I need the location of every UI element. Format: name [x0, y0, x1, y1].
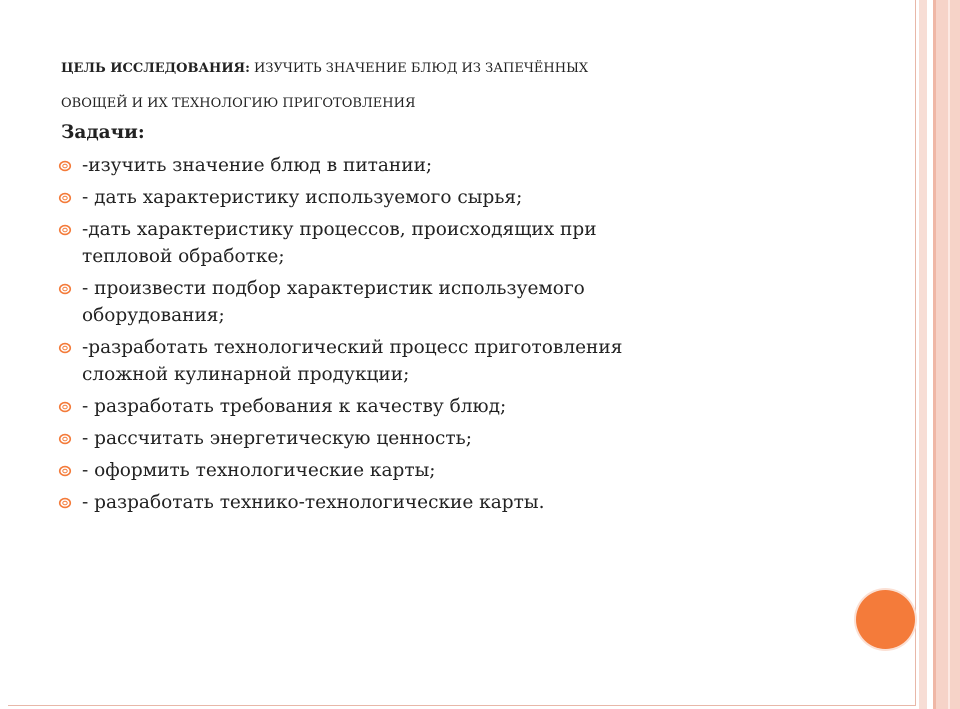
orange-ring-bullet-icon: [58, 401, 72, 413]
task-item: [56, 184, 696, 211]
task-text: -разработать технологический процесс приготовления: [82, 337, 623, 358]
task-item: [56, 489, 696, 516]
right-decorative-thin-line: [948, 0, 950, 709]
task-text-continuation: оборудования;: [82, 305, 225, 326]
orange-accent-circle: [856, 590, 915, 649]
task-text-continuation: тепловой обработке;: [82, 246, 285, 267]
task-text: - дать характеристику используемого сырья;: [82, 187, 523, 208]
task-item: [56, 334, 696, 388]
slide-title: [61, 51, 711, 121]
task-text: - разработать технико-технологические карты.: [82, 492, 545, 513]
right-decorative-stripe: [919, 0, 927, 709]
task-text: - оформить технологические карты;: [82, 460, 436, 481]
task-text-continuation: сложной кулинарной продукции;: [82, 364, 410, 385]
tasks-list: [56, 152, 696, 521]
orange-ring-bullet-icon: [58, 433, 72, 445]
orange-ring-bullet-icon: [58, 342, 72, 354]
task-item: [56, 457, 696, 484]
task-item: [56, 425, 696, 452]
research-goal-label: ЦЕЛЬ ИССЛЕДОВАНИЯ:: [61, 61, 250, 76]
task-text: -изучить значение блюд в питании;: [82, 155, 433, 176]
task-item: [56, 275, 696, 329]
research-goal-continuation: ОВОЩЕЙ И ИХ ТЕХНОЛОГИЮ ПРИГОТОВЛЕНИЯ: [61, 96, 416, 111]
orange-ring-bullet-icon: [58, 283, 72, 295]
orange-ring-bullet-icon: [58, 192, 72, 204]
orange-ring-bullet-icon: [58, 465, 72, 477]
task-item: [56, 393, 696, 420]
task-text: - рассчитать энергетическую ценность;: [82, 428, 472, 449]
orange-ring-bullet-icon: [58, 224, 72, 236]
tasks-heading: Задачи:: [61, 122, 145, 143]
research-goal-text: ИЗУЧИТЬ ЗНАЧЕНИЕ БЛЮД ИЗ ЗАПЕЧЁННЫХ: [249, 61, 589, 76]
orange-ring-bullet-icon: [58, 160, 72, 172]
task-text: -дать характеристику процессов, происходящих при: [82, 219, 597, 240]
task-text: - произвести подбор характеристик используемого: [82, 278, 585, 299]
task-item: [56, 216, 696, 270]
orange-ring-bullet-icon: [58, 497, 72, 509]
task-text: - разработать требования к качеству блюд;: [82, 396, 507, 417]
task-item: [56, 152, 696, 179]
